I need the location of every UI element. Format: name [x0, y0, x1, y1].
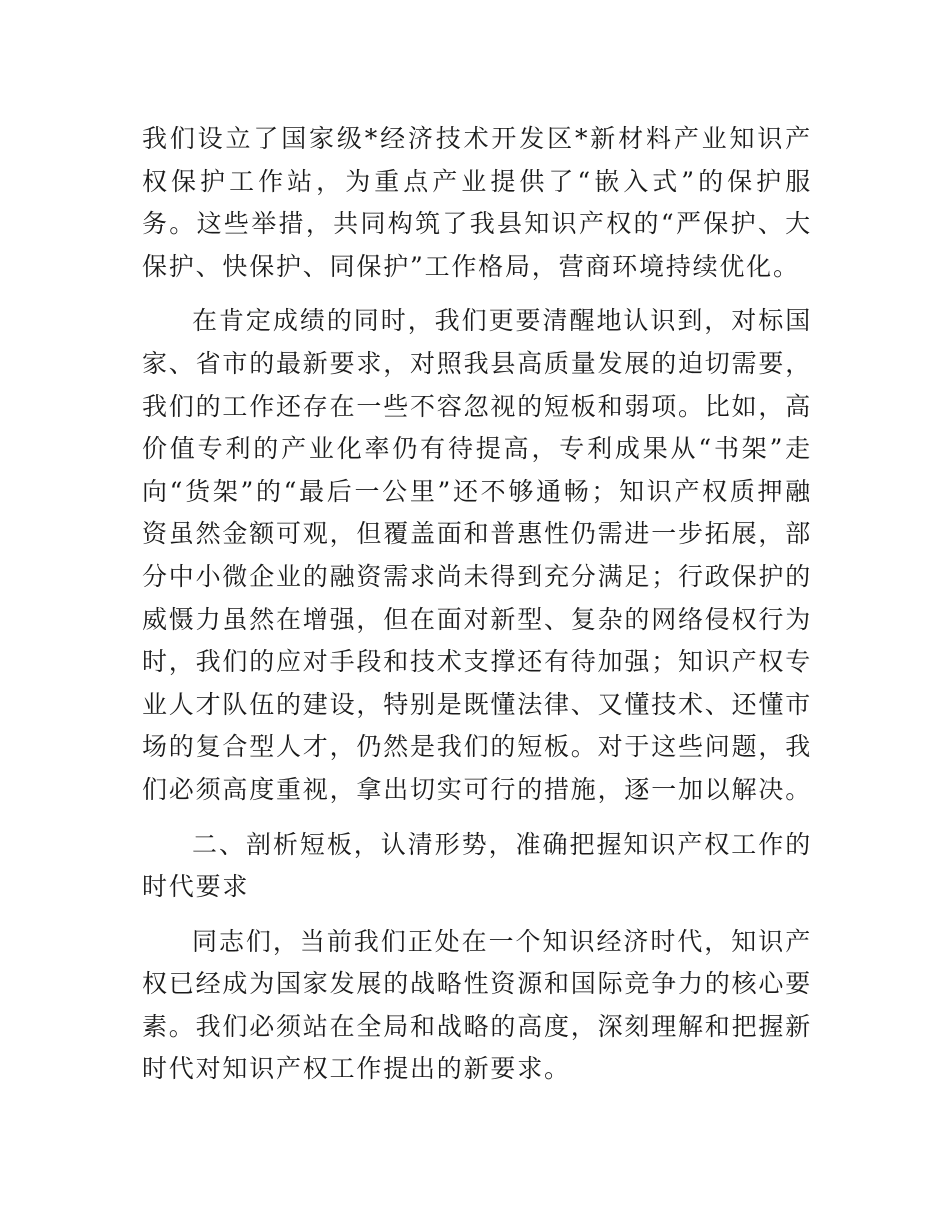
- paragraph-continued: 我们设立了国家级*经济技术开发区*新材料产业知识产权保护工作站，为重点产业提供了“嵌入式”的保护服务。这些举措，共同构筑了我县知识产权的“严保护、大保护、快保护、同保护”工作格局，营商环境持续优化。: [142, 124, 812, 281]
- section-heading-two: 二、剖析短板，认清形势，准确把握知识产权工作的时代要求: [142, 829, 812, 902]
- paragraph-knowledge-economy: 同志们，当前我们正处在一个知识经济时代，知识产权已经成为国家发展的战略性资源和国际竞争力的核心要素。我们必须站在全局和战略的高度，深刻理解和把握新时代对知识产权工作提出的新要求。: [142, 926, 813, 1084]
- paragraph-shortcomings: 在肯定成绩的同时，我们更要清醒地认识到，对标国家、省市的最新要求，对照我县高质量发展的迫切需要，我们的工作还存在一些不容忽视的短板和弱项。比如，高价值专利的产业化率仍有待提高，专利成果从“书架”走向“货架”的“最后一公里”还不够通畅；知识产权质押融资虽然金额可观，但覆盖面和普惠性仍需进一步拓展，部分中小微企业的融资需求尚未得到充分满足；行政保护的威慑力虽然在增强，但在面对新型、复杂的网络侵权行为时，我们的应对手段和技术支撑还有待加强；知识产权专业人才队伍的建设，特别是既懂法律、又懂技术、还懂市场的复合型人才，仍然是我们的短板。对于这些问题，我们必须高度重视，拿出切实可行的措施，逐一加以解决。: [142, 306, 813, 804]
- document-body: [142, 118, 812, 1103]
